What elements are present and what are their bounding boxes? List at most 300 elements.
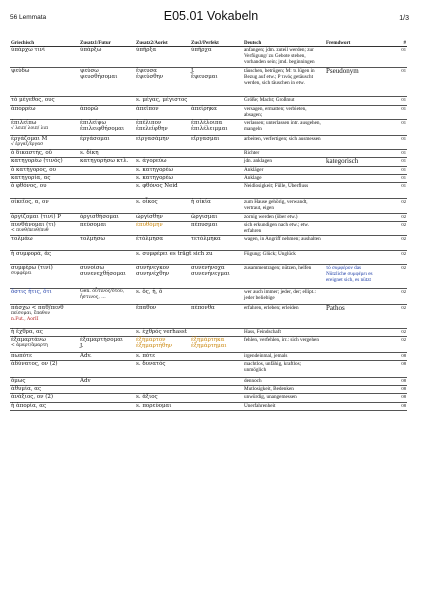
table-row [10, 183, 407, 199]
cell-zusatz3 [190, 265, 243, 289]
cell-fremdwort [325, 47, 375, 68]
cell-line: 02 [401, 305, 406, 310]
table-row [10, 361, 407, 378]
page-header [0, 8, 422, 30]
cell-zusatz3 [190, 361, 243, 378]
cell-greek [10, 265, 79, 289]
table-row [10, 136, 407, 150]
cell-deutsch [243, 337, 325, 353]
cell-greek [10, 158, 79, 167]
cell-line: ἀδύνατος, ον (2) [11, 361, 58, 367]
cell-fremdwort [325, 222, 375, 236]
cell-line: unwürdig, unangemessen [244, 394, 297, 400]
cell-line: Fügung; Glück; Unglück [244, 251, 296, 257]
cell-line: ψευσθήσομαι [80, 74, 118, 81]
table-row [10, 97, 407, 106]
cell-line: versagen, ermatten; verbieten, absagen; [244, 106, 307, 119]
cell-line: κατηγορέω (τινός) [11, 158, 63, 164]
cell-zusatz2 [135, 361, 190, 378]
cell-line: J. [80, 343, 84, 350]
cell-line: συνοίσω [80, 265, 105, 271]
cell-zusatz3 [190, 337, 243, 353]
cell-line: συνενήνεγμαι [191, 271, 230, 278]
cell-zusatz1 [79, 97, 135, 106]
cell-line: 02 [401, 251, 406, 256]
cell-line: ὅμως [11, 378, 26, 384]
cell-line: συνενεχθήσομαι [80, 271, 126, 278]
cell-line: wagen, in Angriff nehmen; aushalten [244, 236, 321, 242]
cell-zusatz3 [190, 222, 243, 236]
cell-line: 02 [401, 222, 406, 227]
cell-number [375, 222, 407, 236]
cell-deutsch [243, 97, 325, 106]
cell-zusatz1 [79, 175, 135, 183]
table-header-row [10, 37, 407, 47]
cell-number [375, 68, 407, 97]
table-row [10, 106, 407, 120]
cell-line: Hass, Feindschaft [244, 329, 281, 335]
cell-zusatz1 [79, 106, 135, 120]
cell-greek [10, 386, 79, 394]
cell-number [375, 265, 407, 289]
cell-line: συμφέρω (τινί) [11, 265, 53, 271]
cell-line: ἐξημαρτήθην [136, 343, 173, 350]
cell-line: ὁ φθόνος, ου [11, 183, 47, 189]
cell-line: Pathos [326, 304, 345, 312]
table-row [10, 353, 407, 361]
cell-zusatz3 [190, 386, 243, 394]
cell-greek [10, 289, 79, 305]
cell-zusatz2 [135, 214, 190, 222]
cell-fremdwort [325, 199, 375, 214]
cell-zusatz1 [79, 353, 135, 361]
cell-zusatz1 [79, 183, 135, 199]
cell-zusatz1 [79, 68, 135, 97]
table-row [10, 305, 407, 329]
cell-fremdwort [325, 289, 375, 305]
cell-line: 02 [401, 337, 406, 342]
cell-line: kategorisch [326, 157, 359, 165]
cell-line: wer auch immer; jeder, der; ellipt.: jeder beliebige [244, 289, 316, 302]
cell-deutsch [243, 158, 325, 167]
cell-line: εἰργασάμην [136, 136, 169, 142]
cell-greek [10, 120, 79, 136]
table-row [10, 222, 407, 236]
cell-zusatz3 [190, 150, 243, 158]
cell-zusatz2 [135, 120, 190, 136]
cell-line: 02 [401, 199, 406, 204]
table-row [10, 68, 407, 97]
cell-line: τὸ μέγεθος, ους [11, 97, 55, 103]
table-row [10, 386, 407, 394]
cell-number [375, 378, 407, 386]
cell-zusatz1 [79, 158, 135, 167]
cell-line: τετόλμηκα [191, 236, 221, 242]
cell-deutsch [243, 386, 325, 394]
cell-zusatz3 [190, 329, 243, 337]
cell-greek [10, 150, 79, 158]
cell-greek [10, 175, 79, 183]
cell-line: πάσχω < παθ/πενθ [11, 305, 64, 311]
cell-line: Gen. οὗτινος/ὅτου, [80, 289, 125, 294]
cell-zusatz2 [135, 175, 190, 183]
cell-line: ἐργάσομαι [80, 136, 110, 142]
cell-greek [10, 68, 79, 97]
cell-line: ἡ οἰκία [191, 199, 211, 205]
cell-deutsch [243, 403, 325, 411]
cell-zusatz3 [190, 120, 243, 136]
cell-greek [10, 251, 79, 265]
cell-number [375, 106, 407, 120]
cell-deutsch [243, 353, 325, 361]
cell-greek [10, 167, 79, 175]
cell-zusatz2 [135, 329, 190, 337]
table-row [10, 47, 407, 68]
cell-zusatz2 [135, 199, 190, 214]
cell-line: jdn. anklagen [244, 158, 272, 164]
cell-greek [10, 47, 79, 68]
cell-line: s. ἀγορεύω [136, 158, 167, 164]
cell-zusatz1 [79, 251, 135, 265]
cell-line: 01 [401, 167, 406, 172]
cell-zusatz3 [190, 47, 243, 68]
cell-zusatz2 [135, 167, 190, 175]
cell-line: ὑπῆρξα [136, 47, 157, 53]
cell-fremdwort [325, 251, 375, 265]
col-header-greek: Griechisch [10, 37, 79, 47]
cell-line: 01 [401, 97, 406, 102]
cell-line: πέπονθα [191, 305, 215, 311]
cell-line: n.Fut., AorII [11, 317, 39, 323]
cell-line: ψεύδω [11, 68, 30, 74]
cell-line: τὸ συμφέρον das Nützliche συμφέρει es ereignet sich, es nützt [326, 265, 373, 284]
cell-deutsch [243, 251, 325, 265]
cell-line: s. συμφέρει es trägt sich zu [136, 251, 213, 257]
cell-line: ἐψεύσθην [136, 74, 164, 81]
cell-zusatz2 [135, 97, 190, 106]
cell-fremdwort [325, 214, 375, 222]
cell-line: s. κατηγορέω [136, 167, 173, 173]
table-row [10, 120, 407, 136]
cell-line: ἐπιλέλοιπα [191, 120, 223, 126]
cell-line: < ἀμαρτ/ἀμαρτη [11, 343, 48, 349]
cell-deutsch [243, 199, 325, 214]
cell-zusatz1 [79, 305, 135, 329]
col-header-number: # [375, 37, 407, 47]
cell-line: ἐτόλμησα [136, 236, 164, 242]
cell-zusatz1 [79, 289, 135, 305]
cell-greek [10, 136, 79, 150]
cell-line: πέπυσμαι [191, 222, 218, 228]
cell-line: ἐξημάρτημαι [191, 343, 227, 350]
cell-deutsch [243, 47, 325, 68]
cell-zusatz2 [135, 337, 190, 353]
cell-fremdwort [325, 378, 375, 386]
cell-number [375, 214, 407, 222]
cell-zusatz1 [79, 167, 135, 175]
cell-line: fehlen, verfehlen, irr.: sich vergehen [244, 337, 319, 343]
cell-zusatz2 [135, 251, 213, 265]
cell-number [375, 289, 407, 305]
cell-zusatz2 [135, 289, 190, 305]
cell-deutsch [243, 222, 325, 236]
cell-deutsch [243, 214, 325, 222]
cell-fremdwort [325, 386, 375, 394]
cell-line: sich erkundigen nach etw.; etw. erfahren [244, 222, 310, 235]
cell-line: zornig werden (über etw.) [244, 214, 298, 220]
cell-number [375, 353, 407, 361]
cell-line: 01 [401, 158, 406, 163]
cell-number [375, 329, 407, 337]
cell-zusatz2 [135, 394, 190, 403]
cell-line: ἡ συμφορά, ᾶς [11, 251, 52, 257]
cell-greek [10, 329, 79, 337]
cell-zusatz2 [135, 378, 190, 386]
cell-number [375, 251, 407, 265]
table-row [10, 158, 407, 167]
cell-number [375, 175, 407, 183]
cell-line: ψεύσω [80, 68, 99, 74]
cell-line: s. δίκη [80, 150, 99, 156]
cell-zusatz3 [190, 167, 243, 175]
cell-line: ἔψευσα [136, 68, 157, 74]
cell-fremdwort [325, 158, 375, 167]
cell-zusatz2 [135, 183, 190, 199]
cell-zusatz3 [190, 289, 243, 305]
cell-greek [10, 361, 79, 378]
cell-line: Pseudonym [326, 67, 359, 75]
cell-number [375, 167, 407, 175]
page-title: E05.01 Vokabeln [163, 9, 259, 23]
vocabulary-table [10, 37, 407, 411]
cell-line: ἀθυμία, ας [11, 386, 42, 392]
cell-number [375, 158, 407, 167]
cell-deutsch [243, 329, 325, 337]
cell-deutsch [243, 175, 325, 183]
cell-greek [10, 353, 79, 361]
cell-fremdwort [325, 68, 375, 97]
cell-greek [10, 183, 79, 199]
cell-number [375, 361, 407, 378]
cell-fremdwort [325, 361, 375, 378]
cell-zusatz2 [135, 386, 190, 394]
cell-line: κατηγορήσω κτλ. [80, 158, 129, 164]
cell-line: s. οἶκος [136, 199, 158, 205]
cell-line: 02 [401, 214, 406, 219]
cell-fremdwort [325, 106, 375, 120]
cell-line: 01 [401, 150, 406, 155]
col-header-zusatz3: Zus3/Perfekt [190, 37, 243, 47]
cell-zusatz3 [190, 378, 243, 386]
cell-fremdwort [325, 175, 375, 183]
cell-line: s. φθόνος Neid [136, 183, 178, 189]
table-row [10, 175, 407, 183]
table-row [10, 289, 407, 305]
table-row [10, 167, 407, 175]
cell-fremdwort [325, 394, 375, 403]
cell-number [375, 136, 407, 150]
cell-zusatz2 [135, 150, 190, 158]
cell-line: verlassen; unterlassen intr. ausgehen, mangeln [244, 120, 321, 133]
cell-zusatz3 [190, 175, 243, 183]
cell-line: 01 [401, 68, 406, 73]
cell-line: arbeiten, verfertigen; sich ausmessen [244, 136, 321, 142]
cell-number [375, 236, 407, 251]
cell-line: πεύσομαι [80, 222, 107, 228]
cell-line: ἐπυθόμην [136, 222, 163, 228]
cell-line: 02 [401, 289, 406, 294]
cell-zusatz3 [190, 106, 243, 120]
cell-line: ἐπελείφθην [136, 126, 168, 133]
cell-zusatz3 [190, 136, 243, 150]
cell-number [375, 337, 407, 353]
cell-line: Ankläger [244, 167, 264, 173]
cell-deutsch [243, 150, 325, 158]
cell-zusatz3 [190, 183, 243, 199]
cell-line: täuschen, betrügen; M: τι lügen in Bezug auf etw.; P τινός getäuscht werden, sich täuschen in etw. [244, 68, 315, 87]
cell-line: ἐπιλείψω [80, 120, 107, 126]
cell-fremdwort [325, 120, 375, 136]
cell-line: 01 [401, 175, 406, 180]
cell-line: ἐπιλείπω [11, 120, 37, 126]
cell-line: √ λειπ/ λοιπ/ λιπ [11, 126, 49, 132]
cell-line: Unerfahrenheit [244, 403, 276, 409]
cell-zusatz3 [190, 97, 243, 106]
cell-line: ὠργίσθην [136, 214, 163, 220]
cell-zusatz3 [190, 305, 243, 329]
cell-deutsch [243, 136, 325, 150]
table-row [10, 251, 407, 265]
cell-deutsch [243, 361, 325, 378]
cell-line: οἰκεῖος, α, ον [11, 199, 49, 205]
cell-deutsch [243, 167, 325, 175]
cell-line: πείσομαι, ἔπαθον [11, 311, 51, 317]
cell-zusatz2 [135, 236, 190, 251]
cell-deutsch [243, 394, 325, 403]
cell-line: τολμάω [11, 236, 33, 242]
cell-line: ὁ δικαστής, οῦ [11, 150, 53, 156]
cell-fremdwort [325, 97, 375, 106]
cell-fremdwort [325, 353, 375, 361]
cell-zusatz1 [79, 361, 135, 378]
cell-line: 01 [401, 47, 406, 52]
cell-fremdwort [325, 305, 375, 329]
cell-line: Richter [244, 150, 260, 156]
cell-line: 02 [401, 329, 406, 334]
cell-line: 02 [401, 265, 406, 270]
cell-line: Anklage [244, 175, 262, 181]
table-row [10, 337, 407, 353]
cell-line: s. πότε [136, 353, 156, 359]
cell-deutsch [243, 106, 325, 120]
cell-line: συνενήνοχα [191, 265, 225, 271]
cell-line: < πυνθ/πευθ/πυθ [11, 228, 49, 234]
cell-line: ἀπεῖπον [136, 106, 159, 112]
cell-line: ἔπαθον [136, 305, 157, 311]
cell-line: ὅστις ἥτις, ὅτι [11, 289, 52, 295]
cell-fremdwort [325, 265, 375, 289]
cell-number [375, 47, 407, 68]
cell-zusatz1 [79, 329, 135, 337]
cell-line: dennoch [244, 378, 262, 384]
cell-line: ἐπέλιπον [136, 120, 162, 126]
cell-greek [10, 199, 79, 214]
cell-zusatz2 [135, 158, 190, 167]
cell-line: ὑπῆρχα [191, 47, 212, 53]
col-header-fremdwort: Fremdwort [325, 37, 375, 47]
cell-line: ἀπείρηκα [191, 106, 218, 112]
cell-zusatz1 [79, 378, 135, 386]
cell-zusatz3 [190, 394, 243, 403]
cell-zusatz2 [135, 305, 190, 329]
cell-number [375, 97, 407, 106]
cell-line: machtlos, unfähig, kraftlos; unmöglich [244, 361, 302, 374]
cell-line: ὤργισμαι [191, 214, 218, 220]
cell-line: 02 [401, 236, 406, 241]
cell-number [375, 120, 407, 136]
cell-line: ἐξαμαρτήσομαι [80, 337, 124, 343]
cell-number [375, 386, 407, 394]
cell-line: ἐξημάρτηκα [191, 337, 225, 343]
cell-zusatz1 [79, 222, 135, 236]
cell-zusatz1 [79, 214, 135, 222]
cell-fremdwort [325, 136, 375, 150]
cell-zusatz1 [79, 47, 135, 68]
cell-greek [10, 222, 79, 236]
cell-line: 01 [401, 136, 406, 141]
cell-zusatz1 [79, 265, 135, 289]
cell-fremdwort [325, 337, 375, 353]
cell-zusatz2 [135, 353, 190, 361]
cell-line: ὁ κατήγορος, ου [11, 167, 56, 173]
cell-greek [10, 97, 79, 106]
cell-greek [10, 337, 79, 353]
cell-zusatz1 [79, 337, 135, 353]
cell-line: 08 [401, 403, 406, 408]
cell-line: 08 [401, 394, 406, 399]
cell-fremdwort [325, 403, 375, 411]
cell-fremdwort [325, 329, 375, 337]
cell-line: J. [191, 68, 195, 74]
cell-line: zum Hause gehörig, verwandt, vertraut, eigen [244, 199, 308, 212]
cell-line: ἔψευσμαι [191, 74, 218, 81]
cell-line: Adv [80, 378, 91, 384]
cell-line: ὑπάρξω [80, 47, 102, 53]
cell-line: τολμήσω [80, 236, 105, 242]
cell-line: ἀπορρέω [11, 106, 36, 112]
cell-line: s. κατηγορέω [136, 175, 173, 181]
cell-line: irgendeinmal, jemals [244, 353, 288, 359]
cell-number [375, 199, 407, 214]
cell-line: s. δυνατός [136, 361, 166, 367]
cell-deutsch [243, 378, 325, 386]
cell-deutsch [243, 236, 325, 251]
cell-greek [10, 106, 79, 120]
cell-line: ἐξήμαρτον [136, 337, 166, 343]
cell-zusatz1 [79, 403, 135, 411]
cell-line: 08 [401, 361, 406, 366]
cell-zusatz1 [79, 136, 135, 150]
cell-line: s. ὅς, ἥ, ὅ [136, 289, 163, 295]
cell-line: 08 [401, 353, 406, 358]
table-row [10, 394, 407, 403]
page-number: 1/3 [399, 15, 409, 22]
cell-line: zusammentragen; nützen, helfen [244, 265, 312, 271]
cell-zusatz3 [190, 158, 243, 167]
cell-zusatz3 [190, 214, 243, 222]
cell-line: ἀνάξιος, ον (2) [11, 394, 54, 400]
cell-zusatz1 [79, 386, 135, 394]
